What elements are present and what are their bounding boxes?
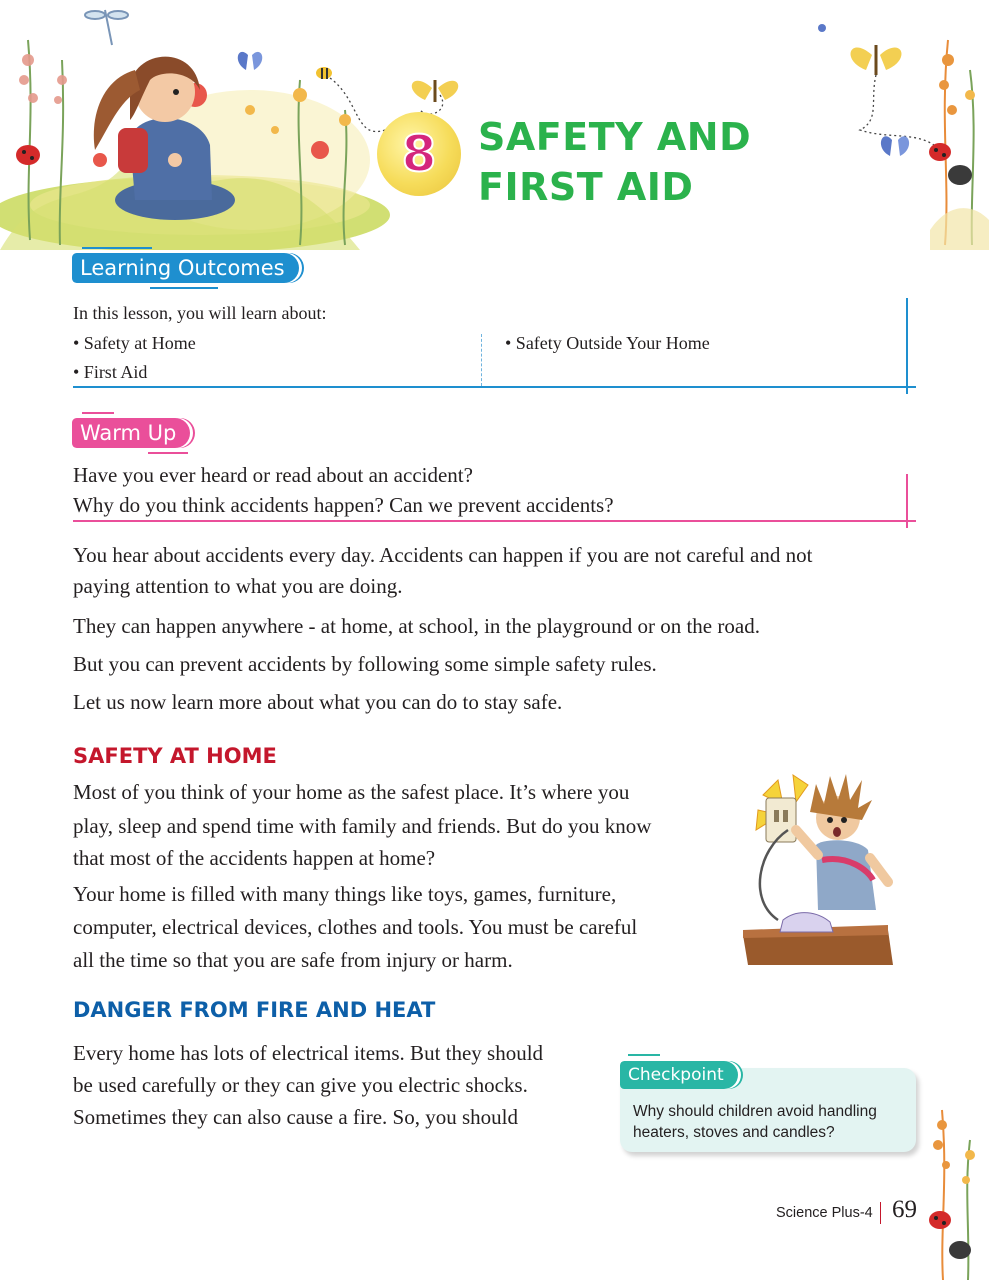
footer-divider [880, 1202, 881, 1224]
tag-decoration [82, 247, 152, 249]
warm-up-question: Have you ever heard or read about an accident? [73, 463, 473, 487]
outcome-item: • Safety Outside Your Home [505, 333, 710, 353]
safety-at-home-line: that most of the accidents happen at home? [73, 846, 436, 870]
intro-line: Let us now learn more about what you can do to stay safe. [73, 690, 563, 714]
safety-at-home-line: Your home is filled with many things like toys, games, furniture, [73, 882, 617, 906]
warm-up-question: Why do you think accidents happen? Can we prevent accidents? [73, 493, 614, 517]
warm-up-tag: Warm Up [72, 418, 190, 448]
intro-line: paying attention to what you are doing. [73, 574, 403, 598]
footer-plant-decoration [918, 1100, 989, 1280]
ladybug-icon [16, 145, 40, 165]
learning-outcomes-tag: Learning Outcomes [72, 253, 299, 283]
chapter-title-line-2: FIRST AID [478, 165, 694, 209]
safety-at-home-heading: SAFETY AT HOME [73, 744, 277, 768]
book-name: Science Plus-4 [776, 1205, 873, 1221]
page-number: 69 [892, 1196, 917, 1223]
bee-icon [316, 67, 332, 79]
tag-decoration [82, 412, 114, 414]
moth-icon-right [851, 45, 902, 75]
section-rule-vertical [906, 298, 908, 394]
chapter-number-badge [377, 112, 461, 196]
outcome-item: • Safety at Home [73, 333, 196, 353]
danger-fire-heading: DANGER FROM FIRE AND HEAT [73, 998, 436, 1022]
small-butterfly-icon [818, 24, 826, 32]
chapter-number: 8 [401, 125, 437, 183]
intro-line: But you can prevent accidents by following some simple safety rules. [73, 652, 657, 676]
safety-at-home-line: Most of you think of your home as the safest place. It’s where you [73, 780, 630, 804]
intro-line: You hear about accidents every day. Accidents can happen if you are not careful and not [73, 543, 813, 567]
butterfly-icon-right [881, 136, 909, 156]
safety-at-home-line: play, sleep and spend time with family and friends. But do you know [73, 814, 652, 838]
section-rule [73, 386, 916, 388]
dragonfly-icon [85, 10, 128, 45]
tag-decoration [150, 287, 218, 289]
electric-shock-illustration [738, 770, 898, 970]
danger-fire-line: Sometimes they can also cause a fire. So, you should [73, 1105, 518, 1129]
butterfly-icon [238, 52, 262, 70]
moth-icon [412, 80, 458, 102]
checkpoint-tag: Checkpoint [620, 1061, 738, 1089]
danger-fire-line: be used carefully or they can give you electric shocks. [73, 1073, 528, 1097]
chapter-title-line-1: SAFETY AND [478, 115, 752, 159]
intro-line: They can happen anywhere - at home, at school, in the playground or on the road. [73, 614, 760, 638]
section-rule [73, 520, 916, 522]
tag-decoration [148, 452, 188, 454]
checkpoint-question: Why should children avoid handling heaters, stoves and candles? [633, 1103, 877, 1141]
danger-fire-line: Every home has lots of electrical items. But they should [73, 1041, 544, 1065]
outcome-item: • First Aid [73, 362, 148, 382]
chapter-title [478, 112, 798, 212]
learning-outcomes-intro: In this lesson, you will learn about: [73, 303, 327, 323]
right-plants [929, 40, 989, 250]
safety-at-home-line: computer, electrical devices, clothes and tools. You must be careful [73, 915, 638, 939]
safety-at-home-line: all the time so that you are safe from injury or harm. [73, 948, 513, 972]
column-divider [481, 334, 482, 386]
section-rule-vertical [906, 474, 908, 528]
tag-decoration [628, 1054, 660, 1056]
